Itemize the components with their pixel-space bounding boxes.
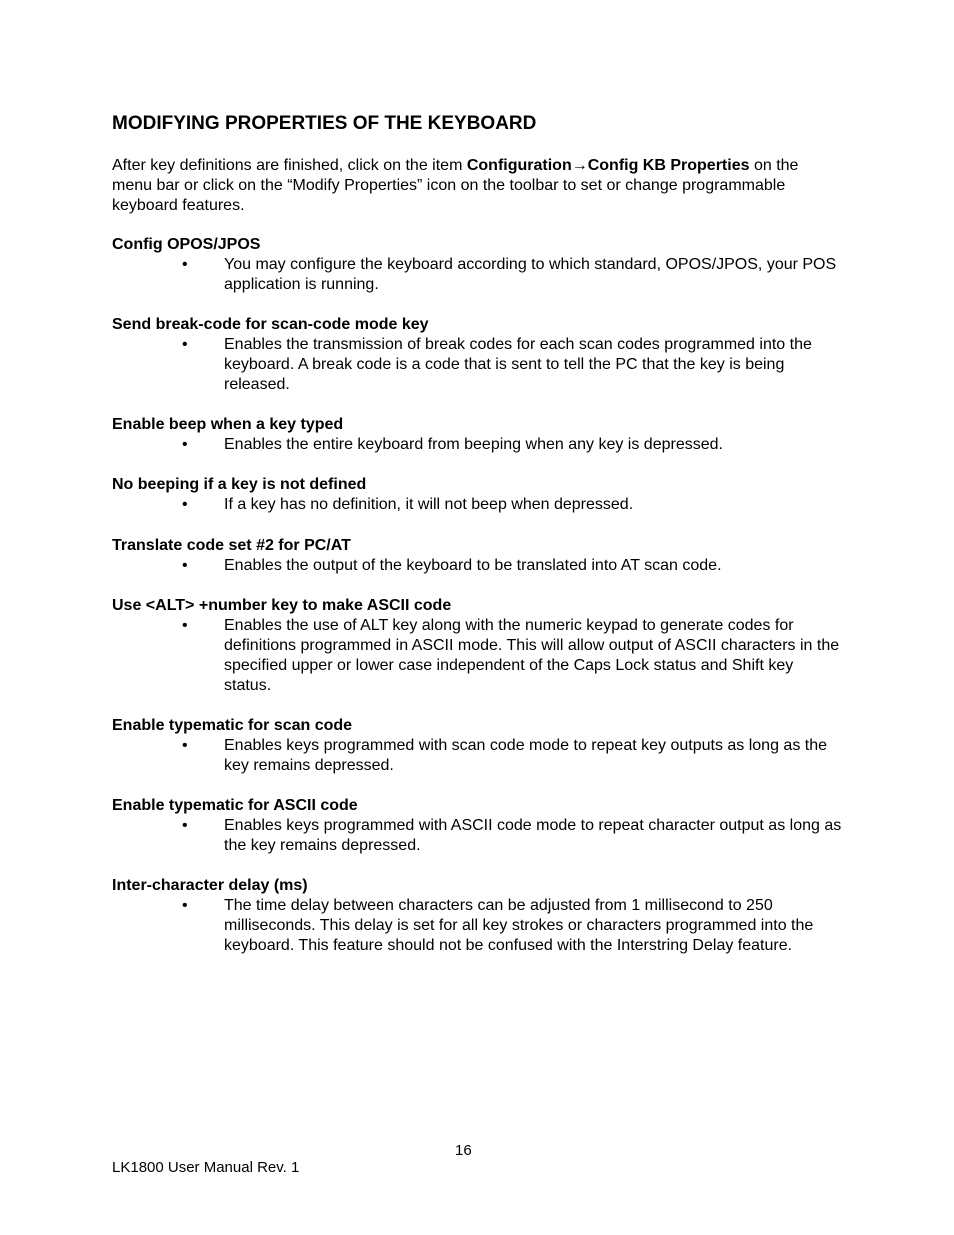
section-title: Send break-code for scan-code mode key [112, 316, 429, 333]
bullet-glyph: • [182, 557, 188, 574]
section-no-beeping [112, 475, 847, 515]
bullet-item [112, 435, 847, 455]
bullet-text: Enables the transmission of break codes for each scan codes programmed into the keyboard. A break code is a code that is sent to tell the PC that the key is being released. [224, 336, 812, 393]
section-typematic-ascii-code [112, 796, 847, 856]
section-title: Translate code set #2 for PC/AT [112, 537, 351, 554]
page-number: 16 [455, 1142, 472, 1159]
section-title: Config OPOS/JPOS [112, 236, 261, 253]
section-enable-beep [112, 415, 847, 455]
menu-path: Configuration→Config KB Properties [466, 157, 750, 174]
section-title: No beeping if a key is not defined [112, 476, 367, 493]
section-title: Enable typematic for scan code [112, 717, 353, 734]
bullet-item [112, 616, 847, 696]
bullet-text: The time delay between characters can be adjusted from 1 millisecond to 250 milliseconds. This delay is set for all key strokes or characters programmed into the keyboard. This feature should not be confused with the Interstring Delay feature. [224, 897, 814, 954]
intro-paragraph [112, 156, 842, 216]
bullet-text: Enables keys programmed with ASCII code mode to repeat character output as long as the key remains depressed. [224, 817, 842, 854]
bullet-glyph: • [182, 256, 188, 273]
bullet-glyph: • [182, 817, 188, 834]
bullet-glyph: • [182, 897, 188, 914]
bullet-glyph: • [182, 496, 188, 513]
page-heading: MODIFYING PROPERTIES OF THE KEYBOARD [112, 113, 537, 134]
bullet-glyph: • [182, 336, 188, 353]
section-send-break-code [112, 315, 847, 395]
section-config-opos-jpos [112, 235, 847, 295]
section-translate-code-set [112, 536, 847, 576]
bullet-item [112, 816, 847, 856]
bullet-text: Enables the use of ALT key along with the numeric keypad to generate codes for definitions programmed in ASCII mode. This will allow output of ASCII characters in the specified upper or lower case independent of the Caps Lock status and Shift key status. [224, 617, 840, 694]
intro-text-end: on the menu bar or click on the “Modify Properties” icon on the toolbar to set or change programmable keyboard features. [112, 157, 799, 214]
bullet-item [112, 255, 847, 295]
section-typematic-scan-code [112, 716, 847, 776]
footer-text: LK1800 User Manual Rev. 1 [112, 1159, 300, 1176]
intro-text-start: After key definitions are finished, click on the item [112, 157, 467, 174]
bullet-item [112, 896, 847, 956]
bullet-text: Enables keys programmed with scan code mode to repeat key outputs as long as the key remains depressed. [224, 737, 828, 774]
bullet-text: Enables the entire keyboard from beeping when any key is depressed. [224, 436, 723, 453]
bullet-item [112, 335, 847, 395]
bullet-glyph: • [182, 737, 188, 754]
section-title: Enable typematic for ASCII code [112, 797, 358, 814]
bullet-text: You may configure the keyboard according to which standard, OPOS/JPOS, your POS application is running. [224, 256, 837, 293]
section-inter-character-delay [112, 876, 847, 956]
bullet-glyph: • [182, 617, 188, 634]
section-title: Enable beep when a key typed [112, 416, 344, 433]
bullet-text: If a key has no definition, it will not beep when depressed. [224, 496, 634, 513]
section-title: Use <ALT> +number key to make ASCII code [112, 597, 452, 614]
bullet-text: Enables the output of the keyboard to be translated into AT scan code. [224, 557, 722, 574]
section-alt-number-key [112, 596, 847, 696]
section-title: Inter-character delay (ms) [112, 877, 308, 894]
bullet-item [112, 556, 847, 576]
bullet-glyph: • [182, 436, 188, 453]
bullet-item [112, 495, 847, 515]
bullet-item [112, 736, 847, 776]
